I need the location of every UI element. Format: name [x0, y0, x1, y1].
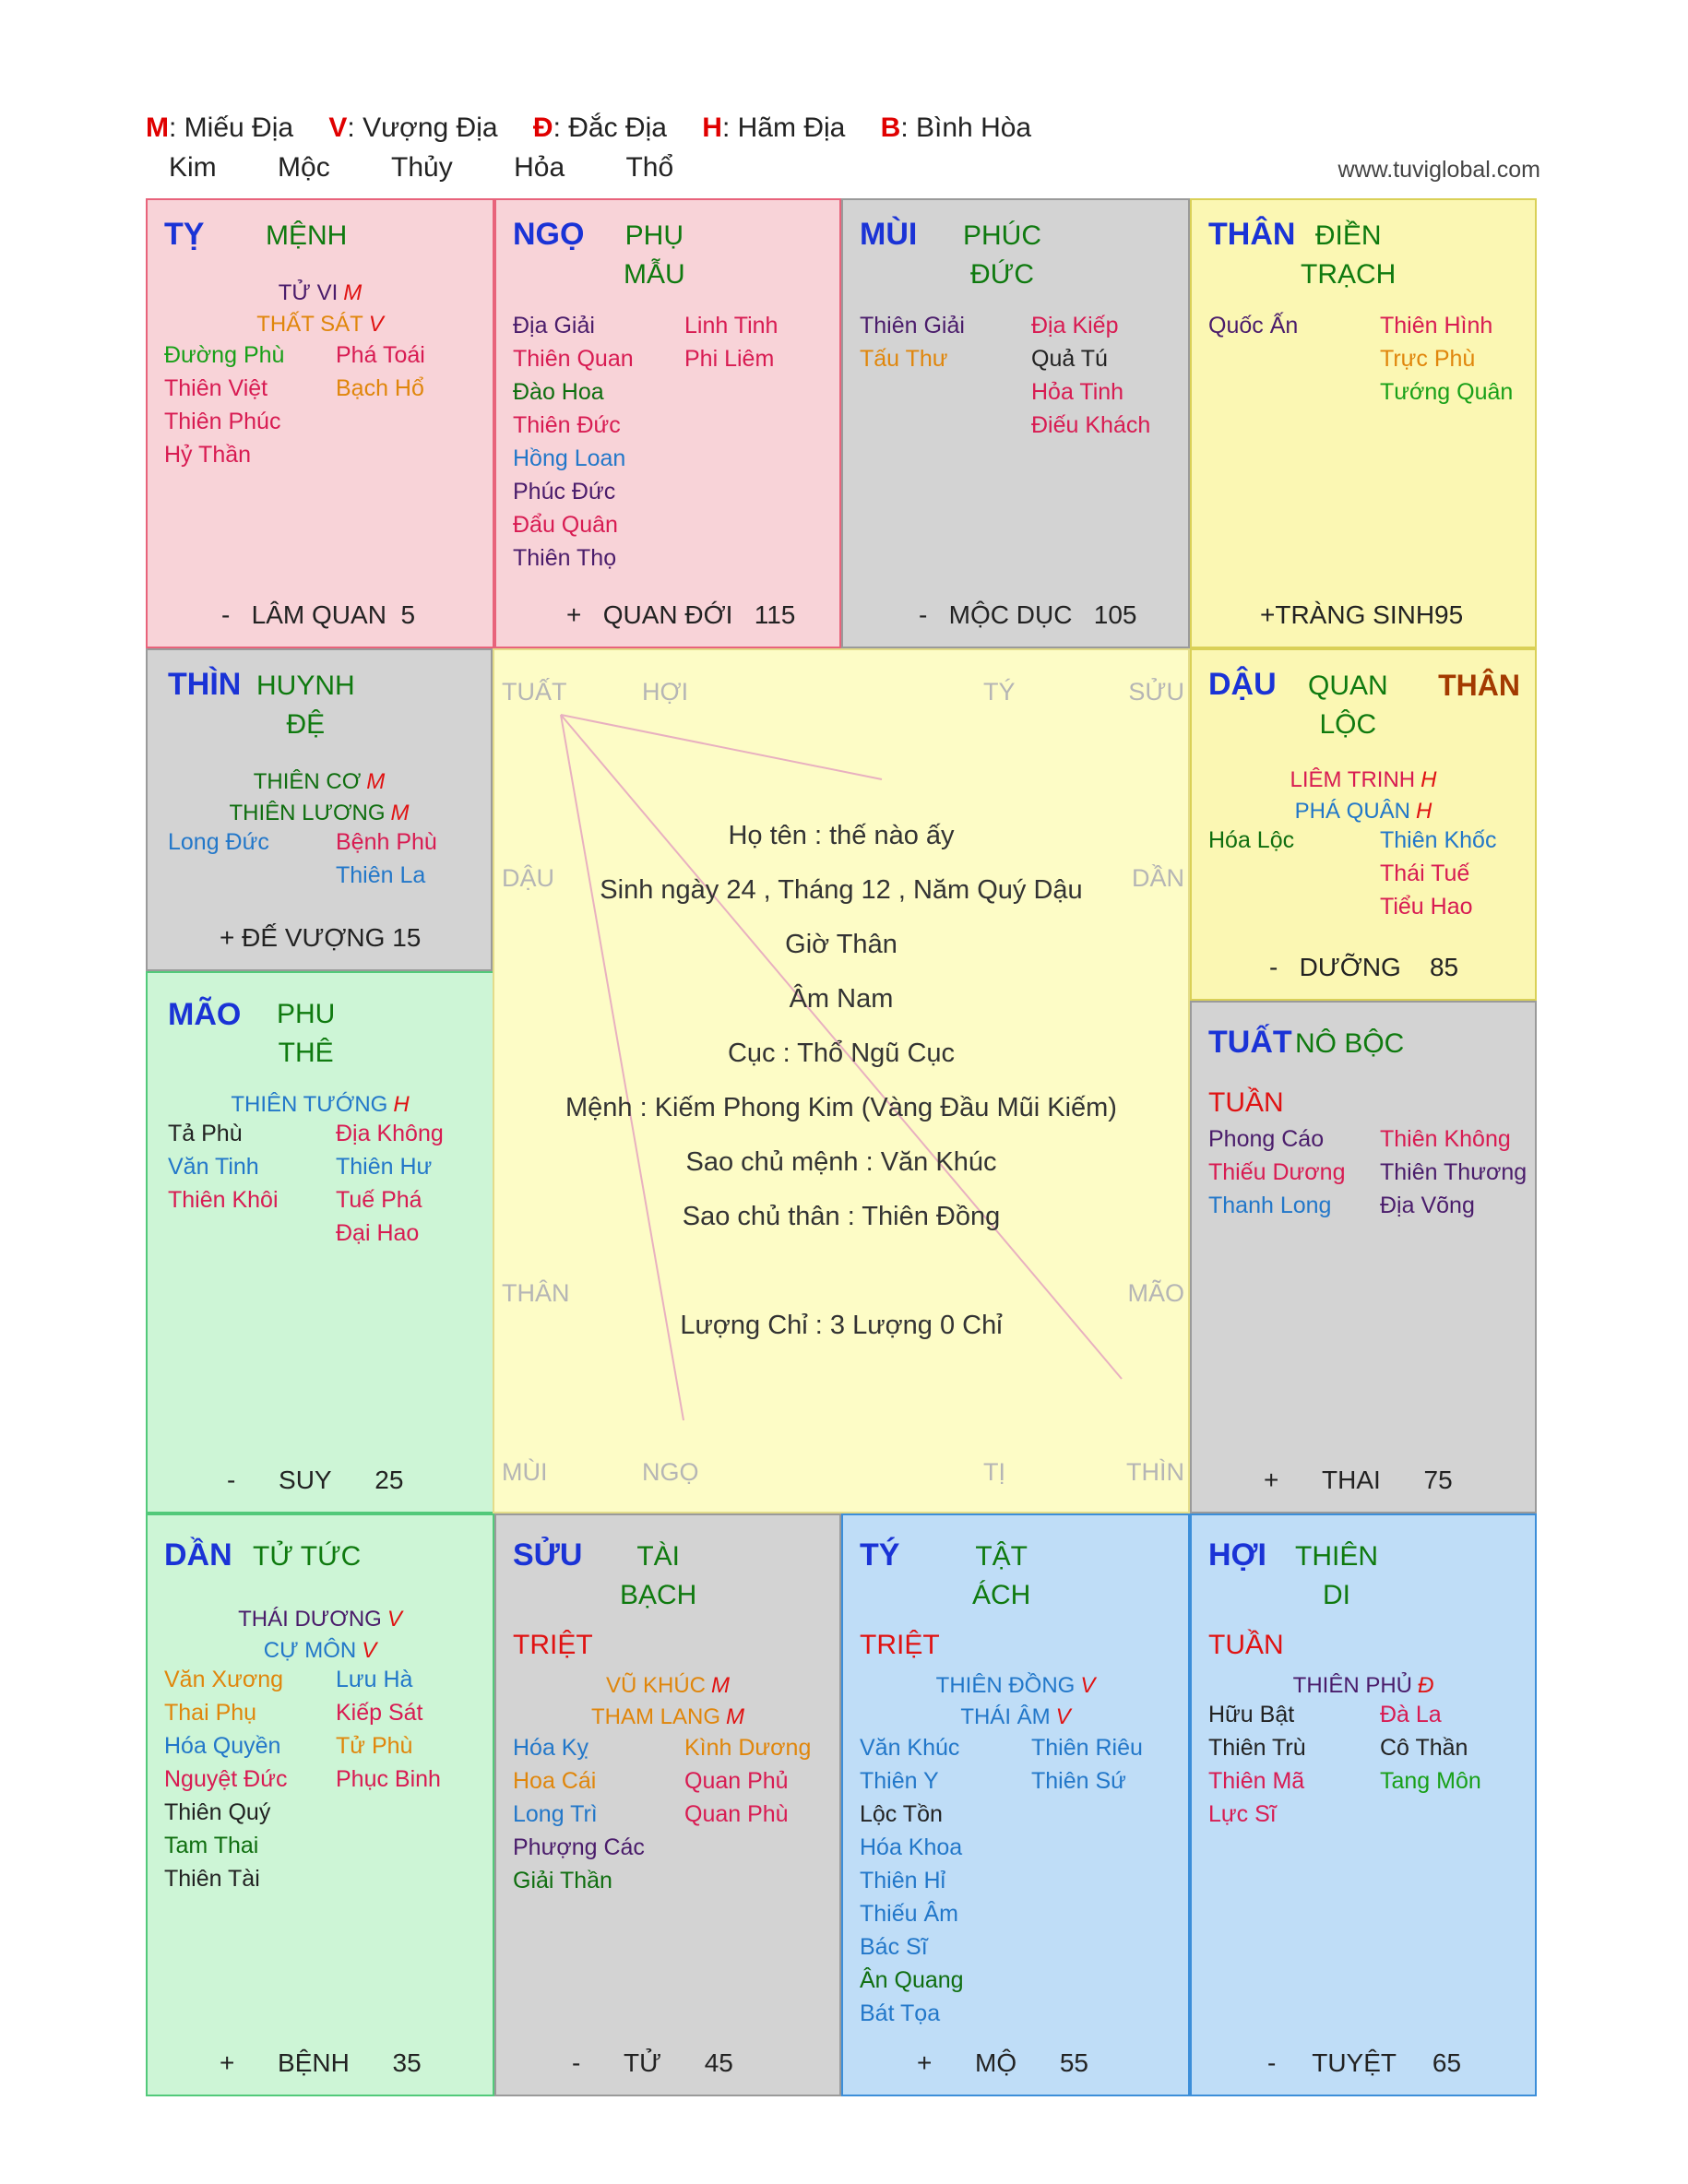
palace-than-dien-trach	[1190, 198, 1537, 648]
branch-name: DẬU	[1208, 667, 1277, 702]
corner-ngo: NGỌ	[642, 1458, 699, 1486]
star: Đà La	[1380, 1702, 1442, 1727]
star: Phục Binh	[336, 1766, 441, 1792]
star: Thiên Đức	[513, 412, 621, 438]
star: Thiên Quan	[513, 346, 634, 372]
minor-stars-left	[513, 1731, 645, 1897]
minor-stars-right	[1380, 824, 1496, 923]
center-info-panel	[493, 648, 1190, 1513]
minor-stars-left	[860, 1731, 964, 2030]
star: Bạch Hổ	[336, 375, 424, 401]
star: Thiên Thọ	[513, 545, 617, 571]
branch-name: SỬU	[513, 1537, 583, 1573]
minor-stars-right	[1380, 1698, 1481, 1798]
star: Bệnh Phù	[336, 829, 437, 855]
star: Tử Phù	[336, 1733, 413, 1759]
minor-stars-left	[168, 825, 269, 859]
star: Nguyệt Đức	[164, 1766, 288, 1792]
info-luong-chi: Lượng Chỉ : 3 Lượng 0 Chỉ	[680, 1311, 1003, 1340]
palace-name: NÔ BỘC	[1295, 1028, 1405, 1059]
tuan-tag: TUẦN	[1208, 1087, 1284, 1118]
star: Thiên Khôi	[168, 1187, 279, 1213]
branch-name: TỴ	[164, 217, 205, 252]
main-stars	[496, 1670, 839, 1733]
star: Ân Quang	[860, 1967, 964, 1993]
info-name: Họ tên : thế nào ấy	[728, 821, 955, 850]
star: Long Trì	[513, 1801, 598, 1827]
star: Văn Khúc	[860, 1735, 960, 1761]
star: Thiên Sứ	[1031, 1768, 1126, 1794]
star: Hữu Bật	[1208, 1702, 1295, 1727]
corner-ty: TÝ	[983, 678, 1016, 706]
main-stars	[148, 1089, 493, 1121]
palace-footer: - LÂM QUAN 5	[221, 600, 416, 629]
star: Quan Phù	[684, 1801, 789, 1827]
star: Thiên Không	[1380, 1126, 1511, 1152]
main-star: TỬ VI M	[278, 280, 363, 305]
star: Đường Phù	[164, 342, 285, 368]
star: Thiên Khốc	[1380, 827, 1497, 853]
star: Thiên Y	[860, 1768, 939, 1794]
minor-stars-right	[1031, 1731, 1143, 1798]
main-stars	[148, 766, 491, 829]
palace-ty-tat-ach	[841, 1513, 1190, 2096]
star: Thiên La	[336, 862, 426, 888]
star: Cô Thần	[1380, 1735, 1468, 1761]
star: Bác Sĩ	[860, 1934, 928, 1960]
star: Thiên Giải	[860, 313, 965, 338]
star: Văn Tinh	[168, 1154, 259, 1180]
star: Giải Thần	[513, 1868, 612, 1893]
star: Phúc Đức	[513, 479, 616, 504]
star: Quả Tú	[1031, 346, 1108, 372]
star: Tướng Quân	[1380, 379, 1514, 405]
star: Thiên Hư	[336, 1154, 433, 1180]
star: Quan Phủ	[684, 1768, 789, 1794]
info-chu-menh: Sao chủ mệnh : Văn Khúc	[685, 1147, 997, 1177]
main-stars	[843, 1670, 1188, 1733]
star: Tấu Thư	[860, 346, 948, 372]
star: Thiên Phúc	[164, 409, 281, 434]
star: Thiếu Âm	[860, 1901, 958, 1927]
main-star: VŨ KHÚC M	[605, 1673, 730, 1698]
minor-stars-right	[336, 1663, 441, 1796]
branch-name: MÃO	[168, 997, 242, 1032]
star: Phong Cáo	[1208, 1126, 1325, 1152]
palace-dau-quan-loc	[1190, 648, 1537, 1001]
star: Linh Tinh	[684, 313, 779, 338]
palace-footer: + QUAN ĐỚI 115	[566, 600, 796, 629]
branch-name: HỢI	[1208, 1537, 1267, 1573]
branch-name: TÝ	[860, 1537, 900, 1573]
corner-mui: MÙI	[502, 1458, 548, 1486]
corner-thin: THÌN	[1126, 1458, 1184, 1486]
star: Quốc Ấn	[1208, 313, 1299, 338]
website-link[interactable]: www.tuviglobal.com	[1337, 157, 1540, 183]
palace-name: HUYNH ĐỆ	[256, 671, 355, 740]
main-star: THIÊN CƠ M	[253, 769, 386, 794]
main-stars	[1192, 765, 1535, 827]
legend-ham: H: Hãm Địa	[702, 113, 846, 143]
star: Kình Dương	[684, 1735, 812, 1761]
star: Hồng Loan	[513, 445, 626, 471]
minor-stars-right	[1031, 309, 1150, 442]
main-star: LIÊM TRINH H	[1290, 767, 1437, 792]
star: Địa Kiếp	[1031, 313, 1119, 338]
main-star: THIÊN PHỦ Đ	[1292, 1673, 1434, 1698]
info-birth: Sinh ngày 24 , Tháng 12 , Năm Quý Dậu	[600, 875, 1083, 905]
star: Thiên Thương	[1380, 1159, 1528, 1185]
star: Đẩu Quân	[513, 512, 618, 538]
star: Thiên Mã	[1208, 1768, 1305, 1794]
palace-mui-phuc-duc	[841, 198, 1190, 648]
branch-name: THÂN	[1208, 217, 1296, 252]
main-star: THIÊN TƯỚNG H	[231, 1092, 410, 1117]
corner-suu: SỬU	[1128, 678, 1184, 706]
star: Hỏa Tinh	[1031, 379, 1124, 405]
star: Địa Không	[336, 1121, 444, 1146]
star: Thiên Tài	[164, 1866, 260, 1892]
star: Lực Sĩ	[1208, 1801, 1277, 1827]
branch-name: THÌN	[168, 667, 242, 702]
palace-tuat-no-boc	[1190, 1001, 1537, 1513]
star: Tiểu Hao	[1380, 894, 1473, 920]
element-kim: Kim	[169, 152, 217, 183]
palace-footer: - TỬ 45	[572, 2048, 733, 2077]
legend-row	[146, 113, 1059, 144]
corner-dan: DẦN	[1131, 864, 1184, 892]
star: Kiếp Sát	[336, 1700, 423, 1726]
star: Đào Hoa	[513, 379, 604, 405]
star: Tả Phù	[168, 1121, 243, 1146]
branch-name: MÙI	[860, 217, 918, 252]
star: Địa Giải	[513, 313, 595, 338]
main-star: CỰ MÔN V	[263, 1638, 377, 1663]
palace-footer: + BỆNH 35	[220, 2048, 422, 2077]
palace-name: TẬT ÁCH	[972, 1541, 1031, 1610]
info-hour: Giờ Thân	[785, 930, 897, 959]
star: Trực Phù	[1380, 346, 1476, 372]
corner-ti: TỊ	[983, 1458, 1005, 1486]
aspect-lines	[494, 650, 1190, 1513]
star: Hóa Quyền	[164, 1733, 281, 1759]
palace-name: TỬ TỨC	[253, 1541, 362, 1572]
branch-name: TUẤT	[1208, 1025, 1292, 1060]
main-star: THÁI DƯƠNG V	[238, 1607, 402, 1632]
palace-name: QUAN LỘC	[1308, 671, 1388, 740]
triet-tag: TRIỆT	[513, 1630, 593, 1660]
main-star: THẤT SÁT V	[256, 312, 384, 337]
star: Thái Tuế	[1380, 861, 1470, 886]
palace-ty-menh	[146, 198, 494, 648]
palace-hoi-thien-di	[1190, 1513, 1537, 2096]
star: Thai Phụ	[164, 1700, 257, 1726]
info-menh: Mệnh : Kiếm Phong Kim (Vàng Đầu Mũi Kiếm)	[565, 1093, 1117, 1122]
main-star: PHÁ QUÂN H	[1294, 799, 1432, 824]
star: Điếu Khách	[1031, 412, 1151, 438]
star: Hóa Khoa	[860, 1834, 963, 1860]
palace-footer: - MỘC DỤC 105	[919, 600, 1137, 629]
star: Lưu Hà	[336, 1667, 413, 1692]
legend-binh: B: Bình Hòa	[880, 113, 1032, 143]
palace-suu-tai-bach	[494, 1513, 841, 2096]
palace-footer: +TRÀNG SINH95	[1260, 600, 1464, 629]
star: Thiếu Dương	[1208, 1159, 1346, 1185]
minor-stars-right	[1380, 1122, 1527, 1222]
tuan-tag: TUẦN	[1208, 1630, 1284, 1660]
minor-stars-right	[684, 309, 778, 375]
main-stars	[148, 1604, 493, 1667]
minor-stars-right	[336, 1117, 444, 1250]
triet-tag: TRIỆT	[860, 1630, 940, 1660]
minor-stars-right	[1380, 309, 1513, 409]
minor-stars-right	[336, 825, 437, 892]
palace-footer: + THAI 75	[1264, 1466, 1453, 1494]
star: Phượng Các	[513, 1834, 645, 1860]
minor-stars-left	[860, 309, 965, 375]
minor-stars-left	[1208, 309, 1298, 342]
star: Thiên Quý	[164, 1799, 271, 1825]
branch-name: DẦN	[164, 1537, 232, 1573]
element-thuy: Thủy	[391, 152, 453, 183]
palace-footer: + ĐẾ VƯỢNG 15	[220, 923, 422, 952]
main-star: THÁI ÂM V	[960, 1704, 1071, 1729]
minor-stars-left	[1208, 1122, 1345, 1222]
star: Lộc Tồn	[860, 1801, 943, 1827]
minor-stars-left	[1208, 1698, 1306, 1831]
corner-mao: MÃO	[1127, 1279, 1184, 1307]
palace-footer: + MỘ 55	[917, 2048, 1088, 2077]
palace-name: TÀI BẠCH	[620, 1541, 697, 1610]
main-star: THIÊN LƯƠNG M	[229, 801, 410, 825]
info-chu-than: Sao chủ thân : Thiên Đồng	[682, 1202, 1001, 1231]
star: Tuế Phá	[336, 1187, 422, 1213]
palace-name: PHÚC ĐỨC	[963, 220, 1042, 290]
palace-name: ĐIỀN TRẠCH	[1301, 220, 1397, 290]
main-star: THAM LANG M	[590, 1704, 744, 1729]
main-stars	[1192, 1670, 1535, 1702]
star: Hoa Cái	[513, 1768, 597, 1794]
minor-stars-left	[164, 338, 284, 471]
legend-vuong: V: Vượng Địa	[328, 113, 498, 143]
than-marker: THÂN	[1438, 669, 1520, 702]
corner-tuat: TUẤT	[502, 678, 567, 706]
star: Long Đức	[168, 829, 269, 855]
corner-dau: DẬU	[502, 864, 555, 892]
palace-footer: - SUY 25	[227, 1466, 404, 1494]
element-legend	[169, 152, 727, 184]
star: Thiên Việt	[164, 375, 268, 401]
palace-dan-tu-tuc	[146, 1513, 494, 2096]
minor-stars-right	[684, 1731, 811, 1831]
palace-thin-huynh-de	[146, 648, 493, 971]
minor-stars-left	[164, 1663, 287, 1895]
star: Phá Toái	[336, 342, 425, 368]
star: Bát Tọa	[860, 2000, 941, 2026]
branch-name: NGỌ	[513, 217, 585, 252]
star: Hóa Kỵ	[513, 1735, 588, 1761]
minor-stars-left	[1208, 824, 1294, 857]
star: Thiên Hỉ	[860, 1868, 946, 1893]
main-star: THIÊN ĐỒNG V	[935, 1673, 1096, 1698]
corner-hoi: HỢI	[642, 678, 689, 706]
star: Tang Môn	[1380, 1768, 1481, 1794]
corner-than: THÂN	[502, 1279, 570, 1307]
main-stars	[148, 278, 493, 340]
star: Thanh Long	[1208, 1193, 1332, 1218]
star: Phi Liêm	[684, 346, 775, 372]
palace-ngo-phu-mau	[494, 198, 841, 648]
minor-stars-left	[168, 1117, 279, 1217]
palace-footer: - DƯỠNG 85	[1269, 953, 1459, 981]
star: Đại Hao	[336, 1220, 420, 1246]
palace-mao-phu-the	[146, 971, 494, 1513]
palace-name: MỆNH	[266, 220, 348, 251]
aspect-line	[561, 715, 882, 779]
element-moc: Mộc	[278, 152, 330, 183]
legend-dac: Đ: Đắc Địa	[532, 113, 667, 143]
star: Thiên Hình	[1380, 313, 1493, 338]
star: Hỷ Thần	[164, 442, 252, 468]
palace-name: PHU THÊ	[277, 999, 336, 1068]
minor-stars-left	[513, 309, 634, 575]
star: Thiên Trù	[1208, 1735, 1306, 1761]
palace-name: PHỤ MẪU	[624, 220, 685, 290]
palace-footer: - TUYỆT 65	[1267, 2048, 1462, 2077]
star: Hóa Lộc	[1208, 827, 1295, 853]
minor-stars-right	[336, 338, 425, 405]
star: Địa Võng	[1380, 1193, 1475, 1218]
element-hoa: Hỏa	[514, 152, 565, 183]
palace-name: THIÊN DI	[1295, 1541, 1378, 1610]
info-gender: Âm Nam	[789, 984, 894, 1014]
star: Văn Xương	[164, 1667, 284, 1692]
legend-mieu: M: Miếu Địa	[146, 113, 294, 143]
info-cuc: Cục : Thổ Ngũ Cục	[727, 1039, 956, 1068]
star: Tam Thai	[164, 1833, 259, 1858]
element-tho: Thổ	[625, 152, 674, 183]
star: Thiên Riêu	[1031, 1735, 1143, 1761]
